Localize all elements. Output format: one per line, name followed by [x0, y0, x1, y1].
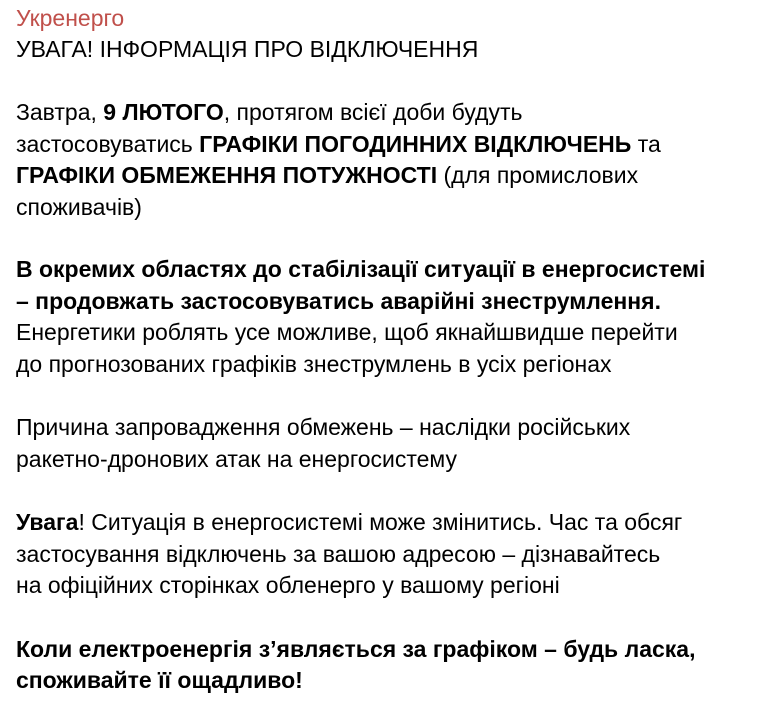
p1-text: та — [631, 130, 661, 157]
p1-date: 9 ЛЮТОГО — [103, 99, 224, 125]
p4-line-3: на офіційних сторінках обленерго у вашому регіоні — [16, 572, 560, 598]
p4-line-1 — [16, 507, 758, 539]
post-intro — [16, 34, 758, 223]
p1-line-3 — [16, 160, 758, 192]
p1-line-2 — [16, 129, 758, 161]
p4-attention: Увага — [16, 509, 79, 535]
p4-line-2: застосування відключень за вашою адресою – дізнавайтесь — [16, 540, 661, 567]
p1-emphasis: ГРАФІКИ ПОГОДИННИХ ВІДКЛЮЧЕНЬ — [199, 130, 632, 157]
p4-text: ! Ситуація в енергосистемі може змінитись. Час та обсяг — [78, 509, 683, 535]
post-paragraph-4 — [16, 507, 758, 602]
p1-text: , протягом всієї доби будуть — [223, 99, 523, 125]
p3-line-2: ракетно-дронових атак на енергосистему — [16, 445, 457, 472]
p5-line-2: споживайте її ощадливо! — [16, 667, 303, 693]
p3-line-1: Причина запровадження обмежень – наслідки російських — [16, 414, 631, 440]
p1-text: Завтра, — [16, 99, 104, 125]
p1-line-1 — [16, 97, 758, 129]
p1-emphasis: ГРАФІКИ ОБМЕЖЕННЯ ПОТУЖНОСТІ — [16, 162, 438, 188]
p2-line-2: – продовжать застосовуватись аварійні знеструмлення. — [16, 287, 661, 314]
p1-line-4: споживачів) — [16, 193, 142, 220]
p1-text: застосовуватись — [16, 130, 200, 157]
post-paragraph-5 — [16, 634, 758, 697]
p5-line-1: Коли електроенергія з’являється за графіком – будь ласка, — [16, 635, 696, 662]
p2-line-4: до прогнозованих графіків знеструмлень в усіх регіонах — [16, 350, 612, 377]
post-paragraph-2 — [16, 254, 758, 380]
post-title: УВАГА! ІНФОРМАЦІЯ ПРО ВІДКЛЮЧЕННЯ — [16, 36, 479, 62]
spacer — [16, 66, 758, 98]
post-paragraph-3 — [16, 412, 758, 475]
channel-name[interactable]: Укренерго — [16, 5, 125, 31]
p1-text: (для промислових — [437, 162, 639, 188]
p2-line-1: В окремих областях до стабілізації ситуації в енергосистемі — [16, 256, 706, 282]
p2-line-3: Енергетики роблять усе можливе, щоб якнайшвидше перейти — [16, 319, 678, 345]
